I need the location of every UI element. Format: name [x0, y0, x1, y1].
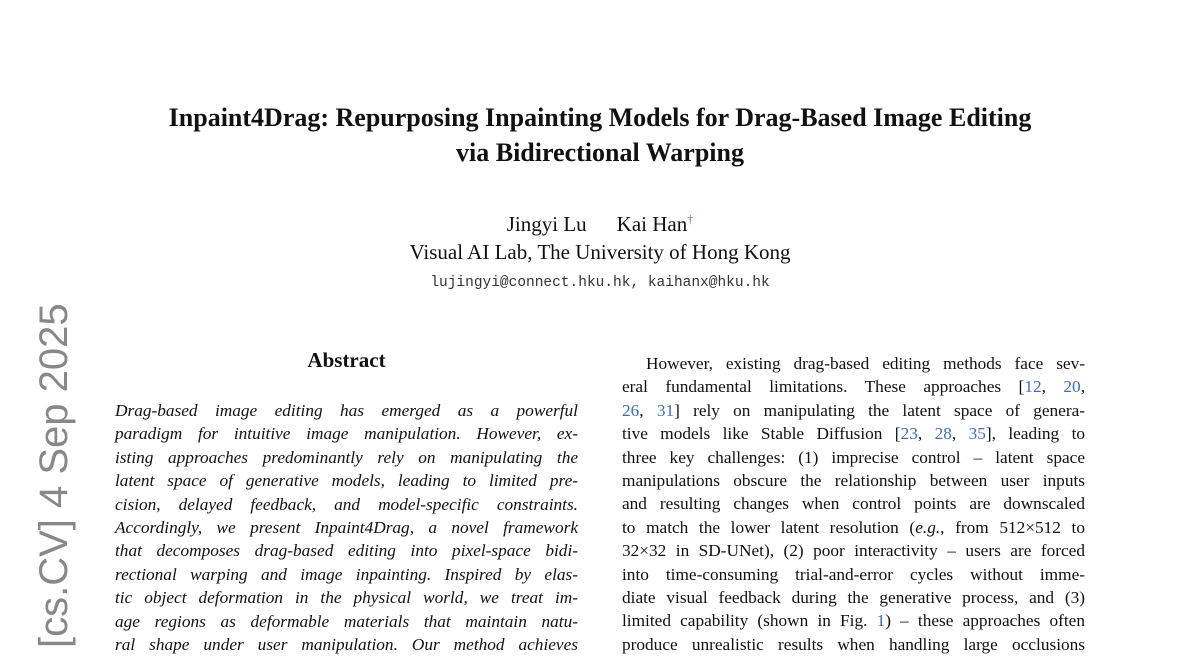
- abstract-line: latent space of generative models, leading to limited pre-: [115, 471, 578, 491]
- citation-link[interactable]: 12: [1024, 377, 1042, 397]
- body-line: However, existing drag-based editing methods face sev-: [646, 354, 1085, 373]
- author-1: Jingyi Lu: [506, 212, 587, 236]
- body-line: three key challenges: (1) imprecise control – latent space: [622, 447, 1085, 467]
- title-line-2: via Bidirectional Warping: [456, 138, 744, 167]
- abstract-line: ral shape under user manipulation. Our method achieves: [115, 634, 578, 654]
- author-list: [0, 212, 1200, 237]
- abstract-line: Drag-based image editing has emerged as a powerful: [115, 401, 578, 420]
- abstract-line: Accordingly, we present Inpaint4Drag, a novel framework: [115, 517, 578, 537]
- intro-paragraph: [622, 352, 1085, 656]
- citation-link[interactable]: 26: [622, 400, 640, 420]
- title-line-1: Inpaint4Drag: Repurposing Inpainting Models for Drag-Based Image Editing: [168, 103, 1032, 132]
- body-line: diate visual feedback during the generative process, and (3): [622, 587, 1085, 607]
- abstract-line: tic object deformation in the physical world, we treat im-: [115, 588, 578, 608]
- corresponding-mark: †: [687, 212, 694, 226]
- citation-link[interactable]: 20: [1063, 377, 1081, 397]
- body-line: into time-consuming trial-and-error cycles without imme-: [622, 564, 1085, 584]
- body-line: and resulting changes when control points are downscaled: [622, 494, 1085, 514]
- citation-link[interactable]: 28: [934, 424, 952, 444]
- body-line: limited capability (shown in Fig. 1) – these approaches often: [622, 611, 1085, 631]
- abstract-line: that decomposes drag-based editing into pixel-space bidi-: [115, 541, 578, 561]
- body-line: produce unrealistic results when handling large occlusions: [622, 634, 1085, 654]
- email-line: lujingyi@connect.hku.hk, kaihanx@hku.hk: [430, 275, 770, 291]
- abstract-heading: Abstract: [307, 348, 386, 372]
- arxiv-stamp: [cs.CV] 4 Sep 2025: [32, 303, 76, 648]
- abstract-line: isting approaches predominantly rely on manipulating the: [115, 447, 578, 467]
- abstract-text: [115, 399, 578, 656]
- affiliation: Visual AI Lab, The University of Hong Kong: [409, 240, 791, 264]
- body-line: eral fundamental limitations. These approaches [12, 20,: [622, 377, 1086, 397]
- abstract-line: cision, delayed feedback, and model-specific constraints.: [115, 494, 578, 514]
- body-line: to match the lower latent resolution (e.g., from 512×512 to: [622, 517, 1086, 537]
- citation-link[interactable]: 31: [656, 400, 675, 420]
- citation-link[interactable]: 23: [900, 424, 918, 444]
- abstract-line: rectional warping and image inpainting. Inspired by elas-: [115, 564, 578, 584]
- figure-link[interactable]: 1: [876, 611, 886, 631]
- body-line: 32×32 in SD-UNet), (2) poor interactivity – users are forced: [622, 541, 1085, 561]
- abstract-line: paradigm for intuitive image manipulation. However, ex-: [115, 424, 578, 444]
- author-2: Kai Han: [616, 212, 688, 236]
- abstract-line: age regions as deformable materials that maintain natu-: [115, 611, 578, 631]
- body-line: manipulations obscure the relationship between user inputs: [622, 470, 1085, 490]
- body-line: tive models like Stable Diffusion [23, 28, 35], leading to: [622, 424, 1086, 444]
- citation-link[interactable]: 35: [968, 424, 986, 444]
- paper-title: [0, 100, 1200, 170]
- body-line: 26, 31] rely on manipulating the latent space of genera-: [622, 400, 1086, 420]
